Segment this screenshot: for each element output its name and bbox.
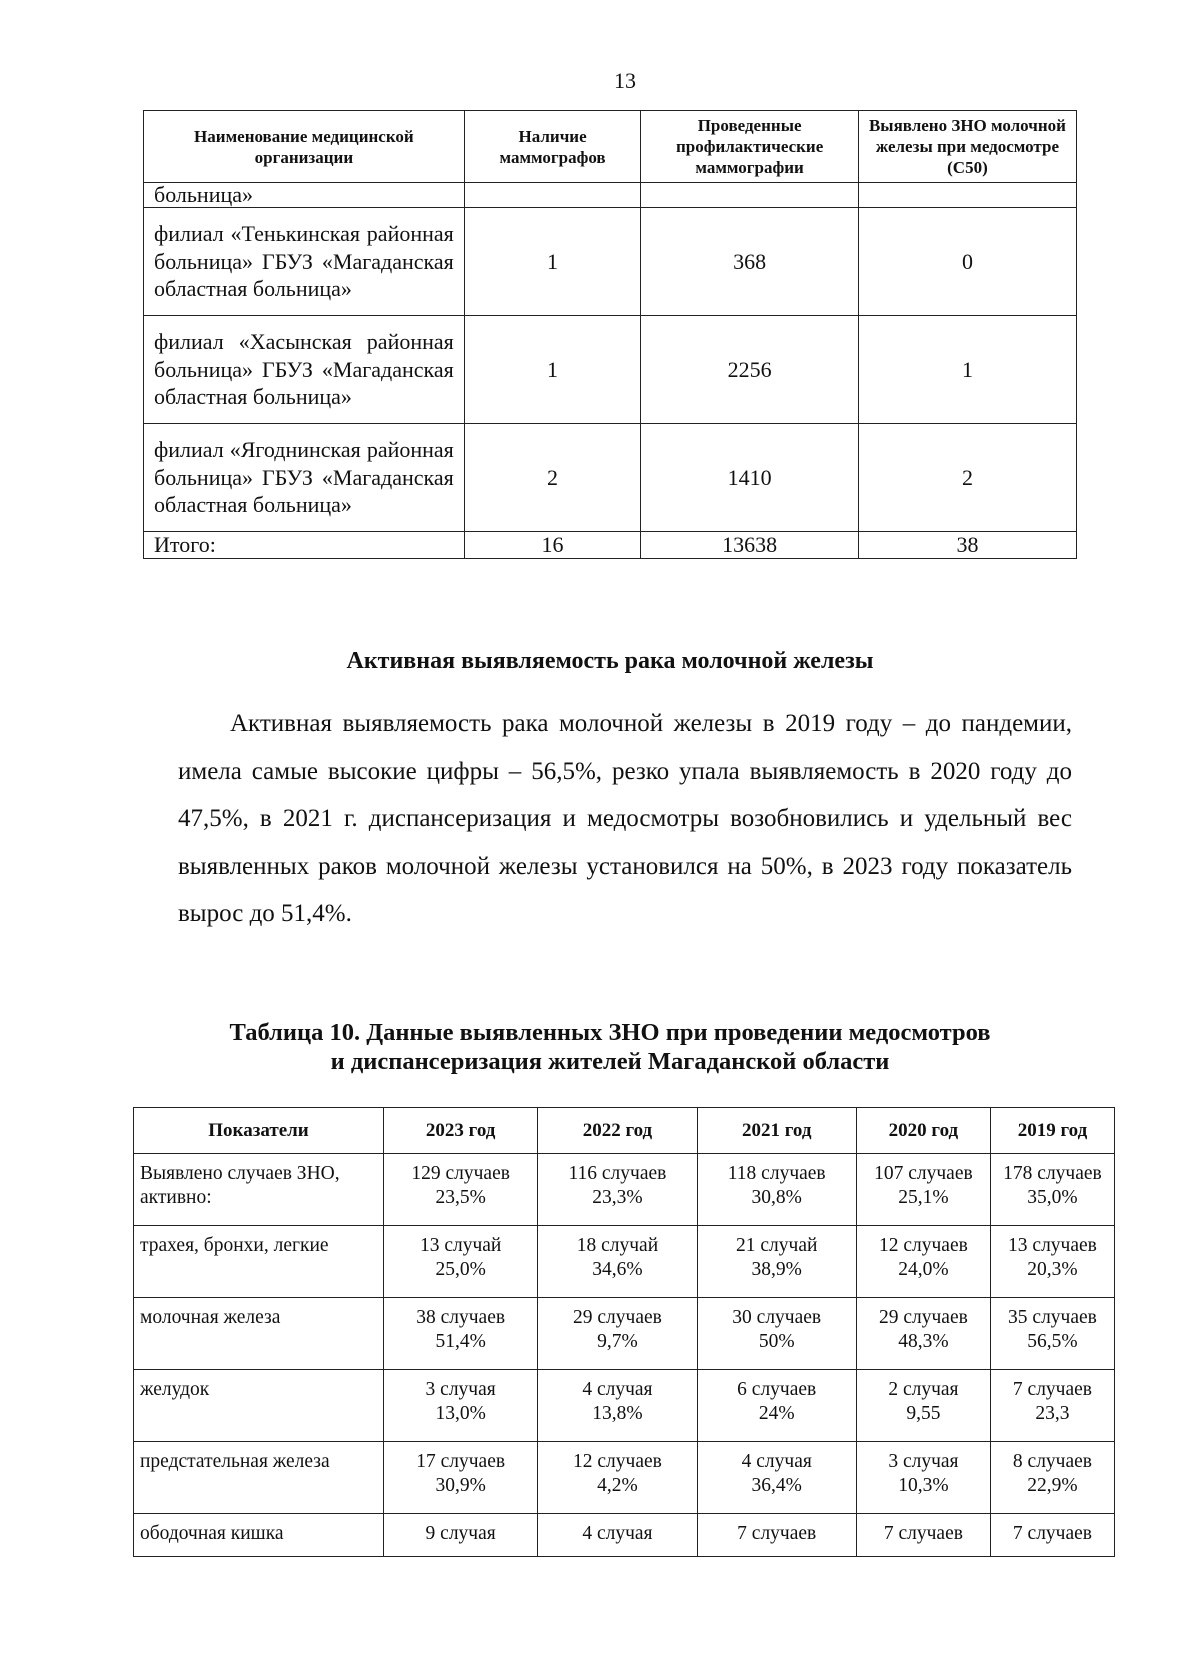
year-value-cell (856, 1226, 990, 1298)
indicator-label: предстательная железа (134, 1442, 384, 1514)
case-count: 12 случаев (878, 1235, 968, 1256)
zno-table (133, 1107, 1115, 1557)
case-percent: 48,3% (898, 1331, 949, 1352)
zno-table-header (134, 1108, 1115, 1154)
year-value-cell (856, 1298, 990, 1370)
case-count: 4 случая (582, 1523, 653, 1544)
case-count: 178 случаев (1003, 1163, 1102, 1184)
case-count: 7 случаев (737, 1523, 817, 1544)
case-count: 129 случаев (411, 1163, 510, 1184)
org-name: филиал «Тенькинская районная больница» ГБУЗ «Магаданская областная больница» (144, 208, 465, 316)
header-year: 2019 год (990, 1108, 1114, 1154)
case-count: 116 случаев (568, 1163, 667, 1184)
table-row (134, 1154, 1115, 1226)
case-count: 2 случая (888, 1379, 959, 1400)
mammography-table (143, 110, 1077, 559)
year-value-cell (856, 1514, 990, 1557)
case-percent: 56,5% (1027, 1331, 1078, 1352)
case-count: 4 случая (741, 1451, 812, 1472)
detected-count: 1 (858, 316, 1076, 424)
zno-table-body (134, 1154, 1115, 1557)
case-percent: 13,8% (592, 1403, 643, 1424)
year-value-cell (990, 1442, 1114, 1514)
case-percent: 25,0% (435, 1259, 486, 1280)
case-count: 118 случаев (727, 1163, 826, 1184)
year-value-cell (990, 1226, 1114, 1298)
case-count: 7 случаев (883, 1523, 963, 1544)
indicator-label: молочная железа (134, 1298, 384, 1370)
table-row (134, 1298, 1115, 1370)
year-value-cell (856, 1370, 990, 1442)
detected-count: 2 (858, 424, 1076, 532)
case-count: 18 случай (576, 1235, 659, 1256)
header-year: 2020 год (856, 1108, 990, 1154)
table-caption-line2: и диспансеризация жителей Магаданской области (330, 1048, 890, 1075)
year-value-cell (697, 1226, 856, 1298)
year-value-cell (538, 1154, 697, 1226)
machines-count: 2 (464, 424, 641, 532)
year-value-cell (697, 1154, 856, 1226)
case-percent: 24,0% (898, 1259, 949, 1280)
year-value-cell (697, 1442, 856, 1514)
total-detected: 38 (858, 532, 1076, 559)
year-value-cell (856, 1442, 990, 1514)
case-percent: 50% (758, 1331, 795, 1352)
header-machines: Наличие маммографов (464, 111, 641, 183)
year-value-cell (538, 1514, 697, 1557)
case-count: 12 случаев (573, 1451, 662, 1472)
case-percent: 23,3% (592, 1187, 643, 1208)
table-caption-line1: Таблица 10. Данные выявленных ЗНО при проведении медосмотров (229, 1019, 991, 1046)
case-count: 9 случая (425, 1523, 496, 1544)
year-value-cell (538, 1298, 697, 1370)
year-value-cell (856, 1154, 990, 1226)
case-percent: 36,4% (751, 1475, 802, 1496)
case-count: 35 случаев (1008, 1307, 1097, 1328)
org-name: филиал «Ягоднинская районная больница» ГБУЗ «Магаданская областная больница» (144, 424, 465, 532)
case-count: 29 случаев (878, 1307, 968, 1328)
case-count: 8 случаев (1012, 1451, 1093, 1472)
case-percent: 10,3% (898, 1475, 949, 1496)
case-count: 7 случаев (1012, 1379, 1093, 1400)
case-count: 13 случаев (1008, 1235, 1097, 1256)
table-row (134, 1370, 1115, 1442)
body-paragraph: Активная выявляемость рака молочной железы в 2019 году – до пандемии, имела самые высокие цифры – 56,5%, резко упала выявляемость в 2020 году до 47,5%, в 2021 г. диспансеризация и медосмотры возобновились и удельный вес выявленных раков молочной железы установился на 50%, в 2023 году показатель вырос до 51,4%. (178, 710, 1072, 927)
exams-count: 1410 (641, 424, 859, 532)
case-count: 107 случаев (874, 1163, 973, 1184)
case-percent: 20,3% (1027, 1259, 1078, 1280)
total-label: Итого: (144, 532, 465, 559)
case-percent: 22,9% (1027, 1475, 1078, 1496)
indicator-label: желудок (134, 1370, 384, 1442)
case-count: 38 случаев (416, 1307, 506, 1328)
table-row (134, 1514, 1115, 1557)
year-value-cell (538, 1370, 697, 1442)
year-value-cell (384, 1514, 538, 1557)
case-percent: 23,5% (435, 1187, 486, 1208)
machines-count: 1 (464, 316, 641, 424)
header-year: 2022 год (538, 1108, 697, 1154)
header-year: 2023 год (384, 1108, 538, 1154)
case-count: 6 случаев (737, 1379, 817, 1400)
case-count: 3 случая (888, 1451, 959, 1472)
exams-count: 368 (641, 208, 859, 316)
year-value-cell (990, 1370, 1114, 1442)
case-count: 7 случаев (1012, 1523, 1093, 1544)
indicator-label: ободочная кишка (134, 1514, 384, 1557)
case-percent: 35,0% (1027, 1187, 1078, 1208)
total-machines: 16 (464, 532, 641, 559)
case-percent: 4,2% (597, 1475, 638, 1496)
case-percent: 38,9% (751, 1259, 802, 1280)
case-percent: 30,9% (435, 1475, 486, 1496)
table-caption (130, 1018, 1090, 1076)
case-percent: 23,3 (1035, 1403, 1070, 1424)
table-row (144, 183, 1077, 208)
table-row (144, 208, 1077, 316)
case-percent: 51,4% (435, 1331, 486, 1352)
exams-count: 2256 (641, 316, 859, 424)
year-value-cell (697, 1370, 856, 1442)
case-percent: 9,7% (597, 1331, 638, 1352)
year-value-cell (384, 1154, 538, 1226)
case-count: 17 случаев (416, 1451, 506, 1472)
table-row (134, 1226, 1115, 1298)
section-title: Активная выявляемость рака молочной железы (346, 648, 874, 674)
org-continuation: больница» (144, 183, 465, 208)
year-value-cell (697, 1298, 856, 1370)
indicator-label: Выявлено случаев ЗНО, активно: (134, 1154, 384, 1226)
year-value-cell (384, 1442, 538, 1514)
table-row (144, 316, 1077, 424)
year-value-cell (384, 1370, 538, 1442)
case-percent: 34,6% (592, 1259, 643, 1280)
org-name: филиал «Хасынская районная больница» ГБУЗ «Магаданская областная больница» (144, 316, 465, 424)
case-percent: 13,0% (435, 1403, 486, 1424)
year-value-cell (990, 1154, 1114, 1226)
header-org: Наименование медицинской организации (144, 111, 465, 183)
case-percent: 9,55 (906, 1403, 941, 1424)
header-year: 2021 год (697, 1108, 856, 1154)
year-value-cell (384, 1226, 538, 1298)
case-count: 21 случай (736, 1235, 818, 1256)
case-count: 30 случаев (732, 1307, 822, 1328)
header-indicator: Показатели (134, 1108, 384, 1154)
year-value-cell (990, 1514, 1114, 1557)
year-value-cell (538, 1442, 697, 1514)
case-count: 29 случаев (573, 1307, 662, 1328)
case-percent: 24% (758, 1403, 795, 1424)
total-row (144, 532, 1077, 559)
table-row (144, 424, 1077, 532)
case-count: 13 случай (419, 1235, 502, 1256)
page-number: 13 (614, 68, 636, 93)
total-exams: 13638 (641, 532, 859, 559)
year-value-cell (538, 1226, 697, 1298)
case-count: 3 случая (425, 1379, 496, 1400)
indicator-label: трахея, бронхи, легкие (134, 1226, 384, 1298)
year-value-cell (697, 1514, 856, 1557)
header-detected: Выявлено ЗНО молочной железы при медосмотре (С50) (858, 111, 1076, 183)
table-row (134, 1442, 1115, 1514)
year-value-cell (990, 1298, 1114, 1370)
case-percent: 25,1% (898, 1187, 949, 1208)
header-exams: Проведенные профилактические маммографии (641, 111, 859, 183)
machines-count: 1 (464, 208, 641, 316)
case-percent: 30,8% (751, 1187, 802, 1208)
year-value-cell (384, 1298, 538, 1370)
mammography-table-header (144, 111, 1077, 183)
case-count: 4 случая (582, 1379, 653, 1400)
detected-count: 0 (858, 208, 1076, 316)
